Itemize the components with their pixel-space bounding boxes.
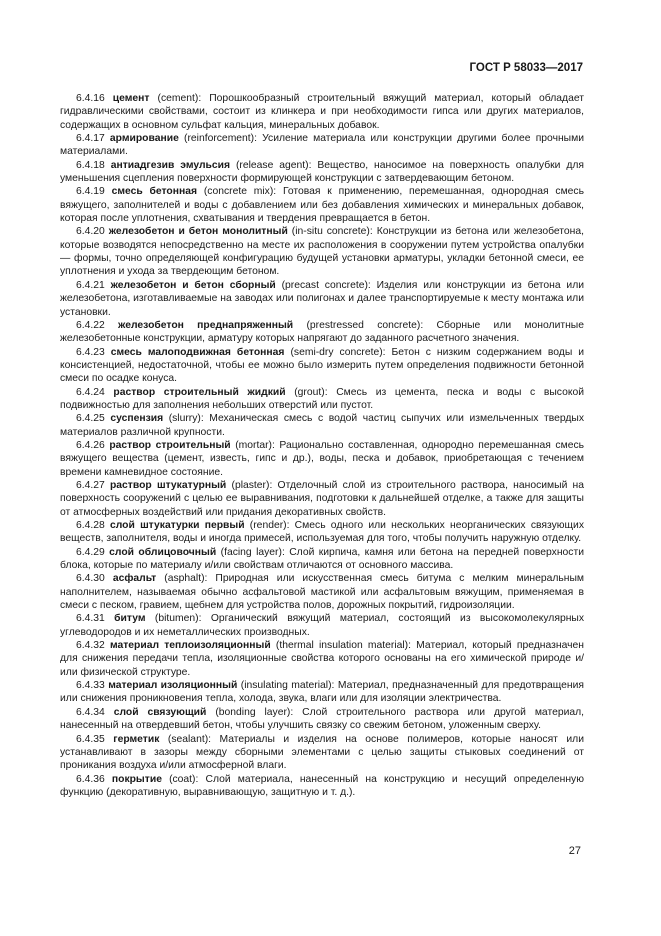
entry-definition: : Смесь из цемента, песка и воды с высокой подвижностью для заполнения небольших отверстий или пустот. (60, 386, 584, 411)
definition-entry (60, 639, 584, 679)
entry-number: 6.4.31 (76, 613, 105, 625)
entry-term: слой связующий (113, 706, 207, 718)
entry-number: 6.4.33 (76, 680, 105, 692)
entry-term: асфальт (112, 573, 157, 585)
definition-entry (60, 185, 584, 225)
entry-definition: : Слой строительного раствора или другой материал, нанесенный на отвердевший бетон, чтобы улучшить связку со свежим бетоном, уложенным сверху. (60, 706, 585, 732)
document-body (60, 92, 584, 799)
entry-definition: : Усиление материала или конструкции другими более прочными материалами. (60, 133, 585, 158)
entry-english: (in-situ concrete) (291, 226, 370, 238)
definition-entry (60, 519, 584, 546)
entry-number: 6.4.16 (76, 93, 105, 104)
definition-entry (60, 319, 584, 346)
entry-english: (mortar) (235, 439, 272, 451)
entry-number: 6.4.24 (76, 386, 105, 398)
entry-term: слой облицовочный (109, 546, 217, 558)
entry-number: 6.4.27 (76, 479, 105, 491)
entry-english: (grout) (294, 386, 325, 398)
entry-definition: : Готовая к применению, перемешанная, однородная смесь вяжущего, заполнителей и воды с добавлением или без добавления химических и минеральных добавок, которая после уплотнения, схватывания и твердения превращается в бетон. (60, 186, 584, 225)
entry-definition: : Материал, предназначенный для предотвращения или снижения проникновения тепла, холода, звука, влаги или для изоляции электричества. (60, 680, 585, 705)
entry-definition: : Отделочный слой из строительного раствора, наносимый на поверхность сооружений с целью ее выравнивания, подготовки к дальнейшей отделке, а также для защиты от атмосферных воздействий или придания декоративных свойств. (60, 479, 585, 518)
entry-english: (coat) (169, 773, 196, 785)
definition-entry (60, 546, 584, 573)
entry-term: железобетон и бетон монолитный (108, 226, 288, 238)
entry-term: смесь малоподвижная бетонная (110, 346, 285, 358)
entry-term: железобетон преднапряженный (118, 319, 294, 331)
definition-entry (60, 612, 584, 639)
entry-number: 6.4.36 (76, 773, 105, 785)
entry-english: (prestressed concrete) (306, 319, 421, 331)
entry-english: (sealant) (167, 733, 209, 745)
definition-entry (60, 572, 584, 612)
entry-number: 6.4.34 (76, 706, 105, 718)
definition-entry (60, 279, 584, 319)
entry-english: (semi-dry concrete) (290, 346, 383, 358)
entry-number: 6.4.20 (76, 226, 105, 238)
entry-term: битум (114, 613, 146, 625)
entry-definition: : Бетон с низким содержанием воды и консистенцией, недостаточной, чтобы ее можно было измерить путем определения подвижности бетонной смеси по осадке конуса. (60, 346, 585, 385)
entry-english: (insulating material) (240, 680, 332, 692)
entry-definition: : Смесь одного или нескольких неорганических связующих веществ, заполнителя, воды и иногда примесей, используемая для того, чтобы получить наружную отделку. (60, 520, 584, 545)
definition-entry (60, 439, 584, 479)
entry-definition: : Порошкообразный строительный вяжущий материал, который обладает гидравлическими свойствами, состоит из клинкера и при необходимости гипса или других материалов, содержащих в основном сульфат кальция, минеральных добавок. (60, 93, 584, 131)
entry-definition: : Органический вяжущий материал, состоящий из высокомолекулярных углеводородов и их неметаллических производных. (60, 613, 585, 638)
entry-english: (thermal insulation material) (275, 640, 409, 652)
document-standard-number: ГОСТ Р 58033—2017 (469, 62, 583, 74)
entry-english: (concrete mix) (203, 186, 274, 198)
entry-number: 6.4.25 (76, 413, 105, 425)
definition-entry (60, 706, 584, 733)
entry-term: материал теплоизоляционный (109, 640, 271, 652)
definition-entry (60, 733, 584, 773)
definition-entry (60, 92, 584, 132)
entry-number: 6.4.26 (76, 439, 105, 451)
entry-number: 6.4.19 (76, 186, 105, 198)
page-number: 27 (568, 845, 581, 857)
definition-entry (60, 412, 584, 439)
entry-number: 6.4.18 (76, 159, 105, 171)
entry-english: (render) (249, 520, 287, 531)
entry-term: раствор строительный жидкий (113, 386, 286, 398)
entry-definition: : Вещество, наносимое на поверхность опалубки для уменьшения сцепления поверхности формирующей конструкции с затвердевающим бетоном. (60, 159, 585, 185)
entry-english: (release agent) (235, 159, 309, 171)
entry-definition: : Конструкции из бетона или железобетона, которые возводятся непосредственно на месте их расположения в сооружении путем устройства опалубки — формы, точно определяющей конфигурацию будущей установки арматуры, укладки бетонной смеси, ее уплотнения и ухода за твердеющим бетоном. (60, 226, 585, 278)
entry-english: (reinforcement) (184, 133, 255, 145)
entry-definition: : Слой материала, нанесенный на конструкцию и несущий определенную функцию (декоративную, выравнивающую, защитную и т. д.). (60, 773, 584, 798)
entry-number: 6.4.32 (76, 640, 105, 652)
definition-entry (60, 679, 584, 706)
entry-term: герметик (113, 733, 160, 745)
entry-term: смесь бетонная (111, 186, 198, 198)
entry-number: 6.4.28 (76, 520, 105, 531)
entry-definition: : Материалы и изделия на основе полимеров, которые наносят или устанавливают в зазоры между сборными элементами с целью защиты стыковых соединений от проникания воздуха и/или атмосферной влаги. (60, 733, 584, 772)
definition-entry (60, 225, 584, 278)
entry-definition: : Материал, который предназначен для снижения передачи тепла, изоляционные свойства которого основаны на его химической природе и/или физической структуре. (60, 640, 584, 678)
entry-term: раствор строительный (109, 439, 231, 451)
entry-english: (slurry) (168, 413, 201, 425)
definition-entry (60, 132, 584, 159)
entry-english: (cement) (157, 93, 199, 104)
entry-number: 6.4.17 (76, 133, 105, 145)
entry-number: 6.4.21 (76, 279, 105, 291)
definition-entry (60, 159, 584, 186)
entry-number: 6.4.30 (76, 573, 105, 585)
entry-term: суспензия (110, 413, 164, 425)
entry-term: железобетон и бетон сборный (110, 279, 276, 291)
entry-definition: : Слой кирпича, камня или бетона на передней поверхности блока, которые по материалу и/или свойствам отличаются от основного массива. (60, 546, 584, 572)
entry-definition: : Природная или искусственная смесь битума с мелким минеральным наполнителем, называемая обычно асфальтовой мастикой или асфальтовым вяжущим, применяемая в смеси с песком, гравием, щебнем для устройства полов, дорожных покрытий, гидроизоляции. (60, 573, 585, 612)
entry-term: слой штукатурки первый (109, 520, 245, 531)
entry-number: 6.4.23 (76, 346, 105, 358)
entry-english: (precast concrete) (281, 279, 368, 291)
entry-english: (asphalt) (164, 573, 205, 585)
entry-number: 6.4.29 (76, 546, 105, 558)
entry-english: (facing layer) (220, 546, 282, 558)
entry-english: (bonding layer) (215, 706, 291, 718)
entry-definition: : Рационально составленная, однородно перемешанная смесь вяжущего вещества (цемент, известь, гипс и др.), воды, песка и добавок, приобретающая с течением времени камневидное состояние. (60, 439, 585, 478)
definition-entry (60, 386, 584, 413)
entry-term: покрытие (111, 773, 162, 785)
definition-entry (60, 346, 584, 386)
definition-entry (60, 479, 584, 519)
entry-number: 6.4.35 (76, 733, 105, 745)
entry-definition: : Изделия или конструкции из бетона или железобетона, изготавливаемые на заводах или полигонах и далее транспортируемые к месту монтажа или установки. (60, 279, 585, 318)
entry-term: антиадгезив эмульсия (110, 159, 231, 171)
entry-number: 6.4.22 (76, 319, 105, 331)
definition-entry (60, 773, 584, 800)
entry-definition: : Сборные или монолитные железобетонные конструкции, арматуру которых напрягают до заданного расчетного значения. (60, 319, 584, 345)
entry-english: (bitumen) (154, 613, 199, 625)
entry-term: армирование (109, 133, 179, 145)
entry-definition: : Механическая смесь с водой частиц сыпучих или измельченных твердых материалов различной крупности. (60, 413, 585, 438)
entry-term: раствор штукатурный (109, 479, 227, 491)
entry-term: материал изоляционный (108, 680, 238, 692)
entry-term: цемент (112, 93, 150, 104)
entry-english: (plaster) (231, 479, 270, 491)
